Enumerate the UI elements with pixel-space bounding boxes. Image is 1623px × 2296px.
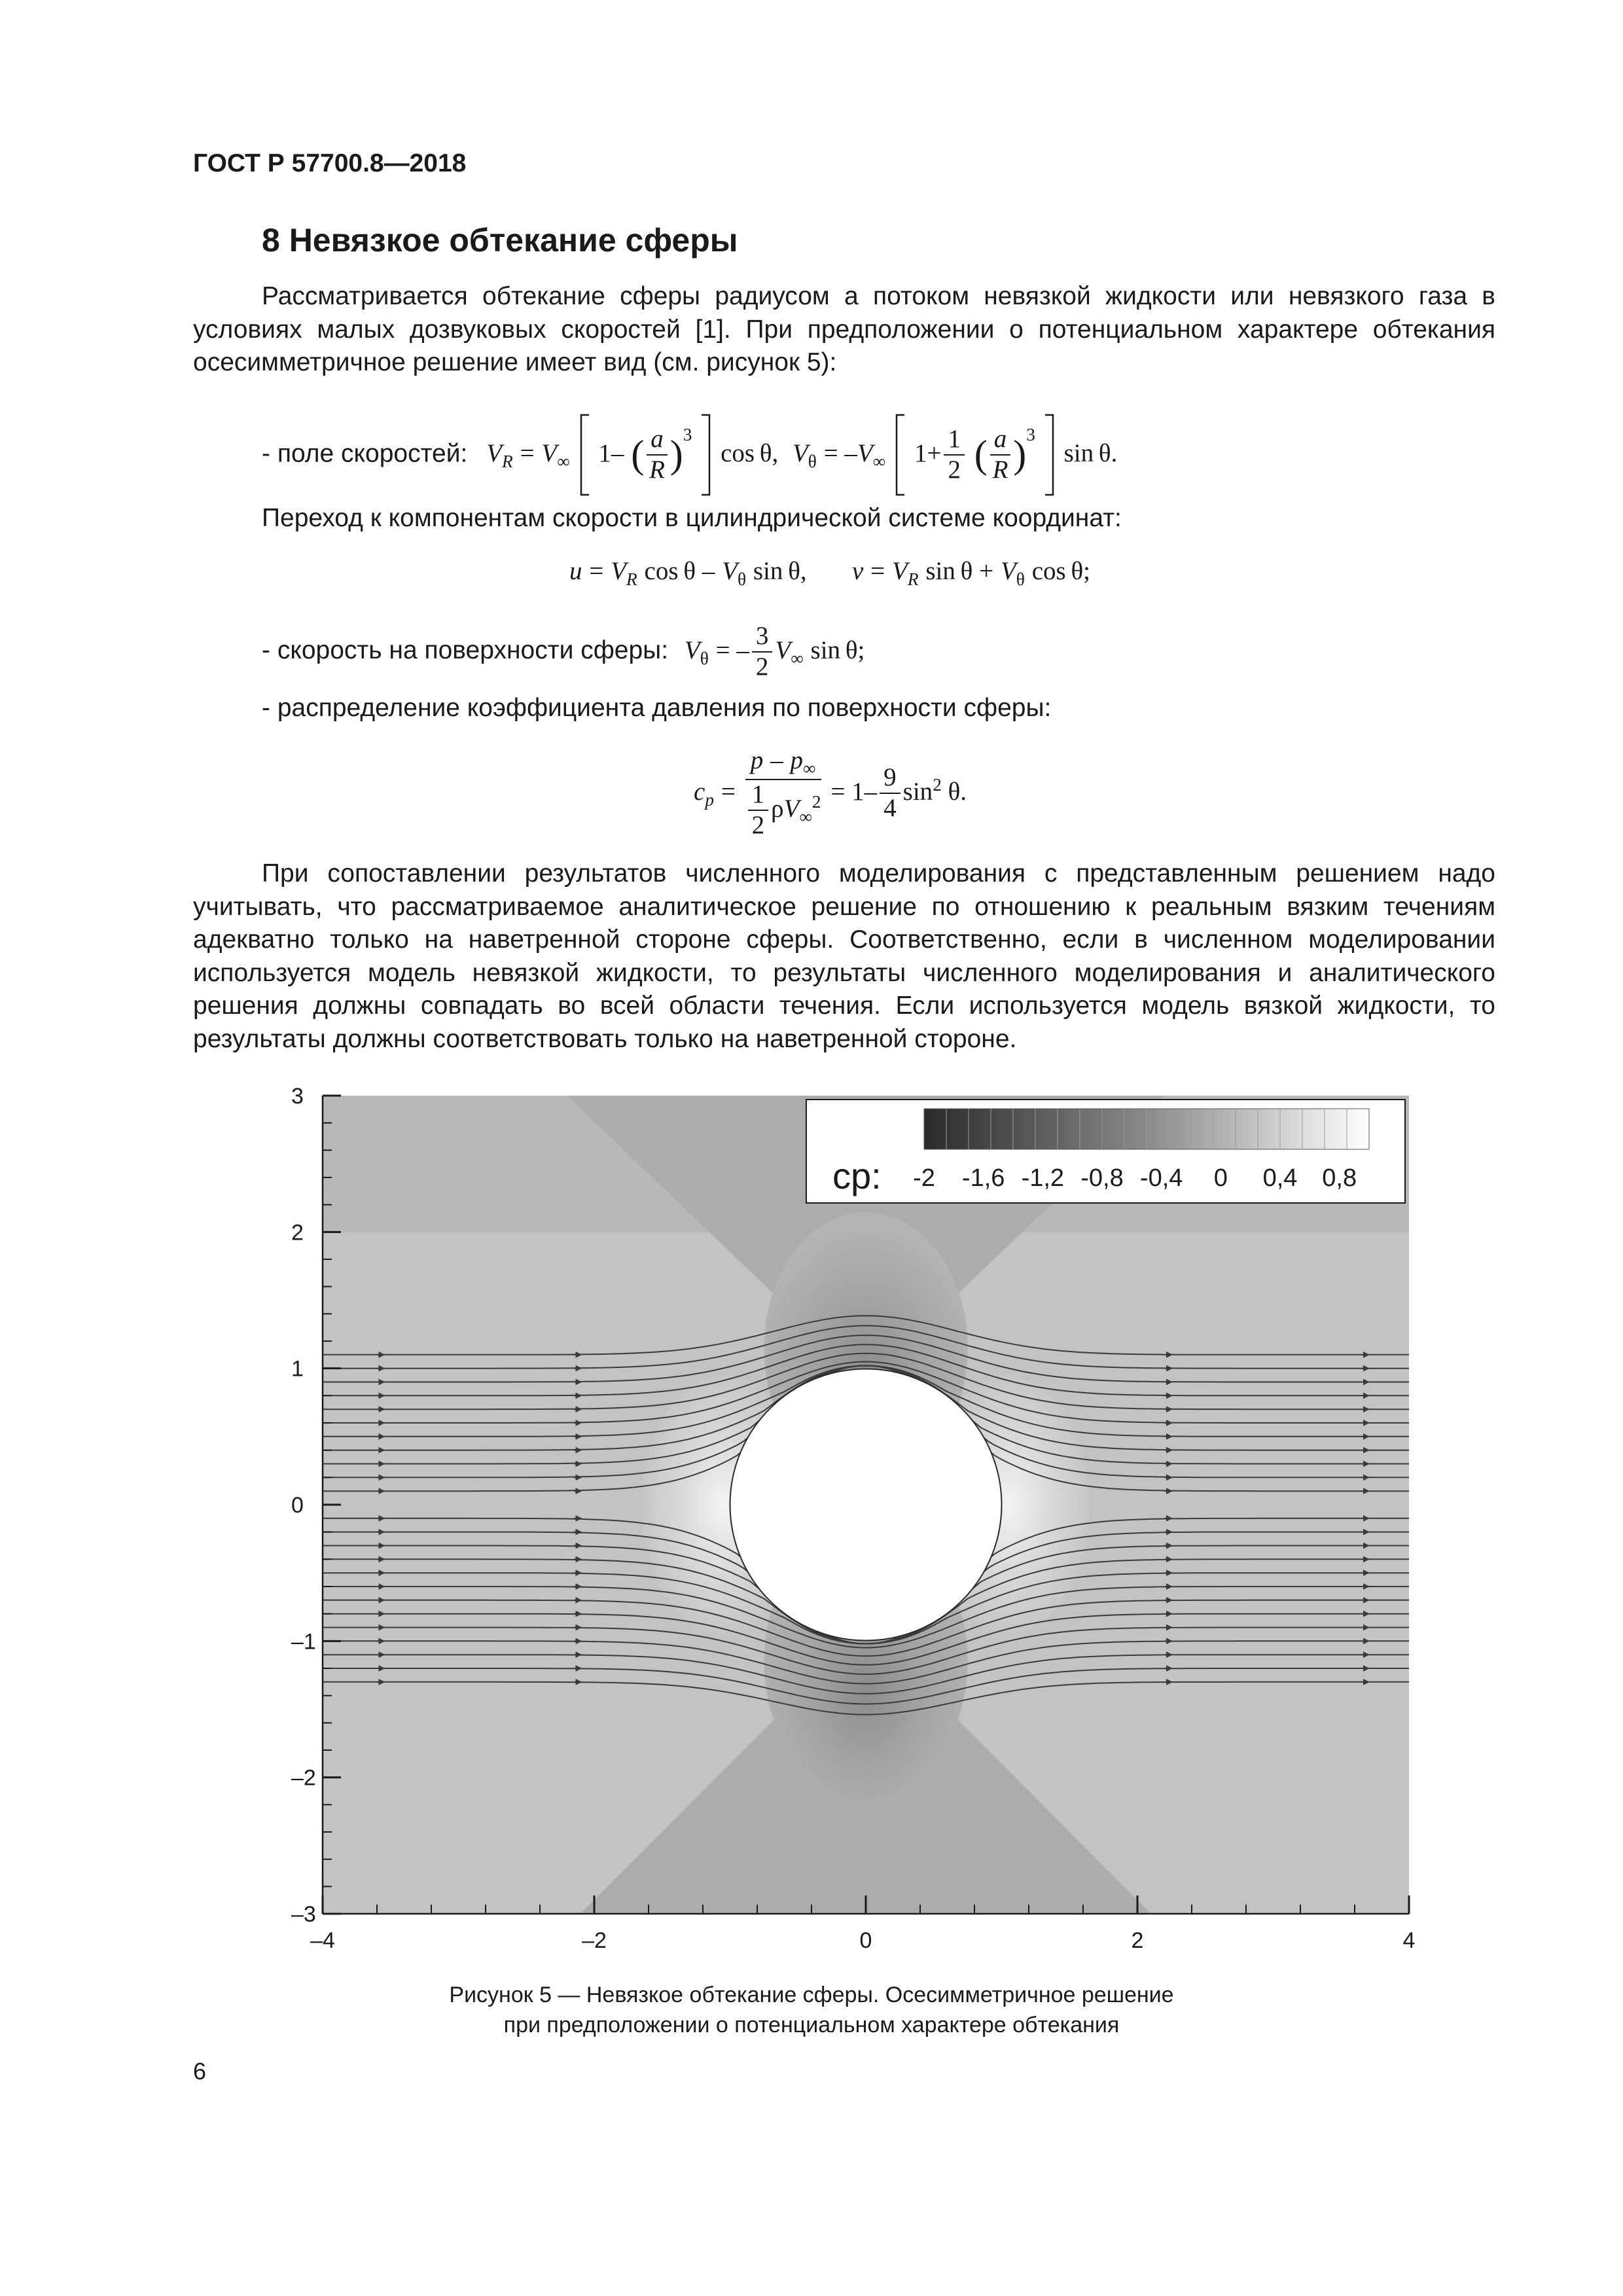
legend-tick-label: 0,4 (1262, 1164, 1298, 1192)
bracket-close-icon (1043, 412, 1057, 497)
figure-caption-line-1: Рисунок 5 — Невязкое обтекание сферы. Осесимметричное решение (449, 1982, 1174, 2007)
legend-tick-label: 0 (1213, 1164, 1228, 1192)
x-tick-label: 2 (1131, 1928, 1144, 1953)
y-tick-label: –2 (291, 1765, 316, 1791)
intro-paragraph: Рассматривается обтекание сферы радиусом a потоком невязкой жидкости или невязкого газа в условиях малых дозвуковых скоростей [1]. При предположении о потенциальном характере обтекания осесимметричное решение имеет вид (см. рисунок 5): (193, 282, 1495, 376)
pressure-distribution-label: - распределение коэффициента давления по поверхности сферы: (262, 694, 1052, 722)
velocity-field-line (262, 412, 1117, 497)
legend-tick-label: -0,4 (1139, 1164, 1183, 1192)
page-number: 6 (193, 2058, 207, 2085)
y-tick-label: 0 (291, 1493, 304, 1518)
legend-tick-label: -2 (913, 1164, 935, 1192)
figure-5-flow-plot (193, 1080, 1436, 1970)
velocity-field-label: - поле скоростей: (262, 439, 468, 468)
figure-caption-line-2: при предположении о потенциальном характере обтекания (503, 2013, 1120, 2037)
surface-velocity-label: - скорость на поверхности сферы: (262, 636, 669, 665)
bracket-open-icon (577, 412, 592, 497)
surface-velocity-formula: $V_\theta$ = – $\frac{3}{2}$ $V_\infty$ sin θ; (684, 622, 865, 681)
legend-label: cp: (832, 1155, 882, 1196)
figure-caption (0, 1980, 1623, 2040)
velocity-field-formula: $V_R = V_\infty$ 1– ( $\frac{a}{R}$ )$^3$ cos θ, $V_\theta = -V_\infty$ 1+ $\frac{1}{2}$ ( $\frac{a}{R}$ )$^3$ sin θ. (486, 439, 1117, 467)
legend-tick-label: -1,2 (1021, 1164, 1065, 1192)
x-tick-label: 4 (1402, 1928, 1416, 1953)
document-header: ГОСТ Р 57700.8—2018 (193, 149, 467, 177)
legend-box (806, 1100, 1405, 1203)
bracket-close-icon (699, 412, 713, 497)
x-tick-label: 0 (859, 1928, 872, 1953)
y-tick-label: –1 (291, 1629, 316, 1655)
legend-tick-label: -1,6 (961, 1164, 1005, 1192)
cylindrical-components-formula: $u = V_R$ cos θ – $V_\theta$ sin θ, $v = V_R$ $\sin \theta + V_\theta$ cos θ; (569, 557, 1090, 589)
bracket-open-icon (893, 412, 907, 497)
x-tick-label: –4 (310, 1928, 335, 1953)
sphere (730, 1369, 1002, 1641)
transition-text: Переход к компонентам скорости в цилиндрической системе координат: (262, 504, 1122, 532)
section-title: 8 Невязкое обтекание сферы (262, 222, 738, 259)
y-tick-label: 3 (291, 1084, 304, 1109)
surface-velocity-line (262, 622, 865, 682)
comparison-paragraph: При сопоставлении результатов численного моделирования с представленным решением надо учитывать, что рассматриваемое аналитическое решение по отношению к реальным вязким течениям адекватно только на наветренной стороне сферы. Соответственно, если в численном моделировании используется модель невязкой жидкости, то результаты численного моделирования и аналитического решения должны совпадать во всей области течения. Если используется модель вязкой жидкости, то результаты должны соответствовать только на наветренной стороне. (193, 859, 1495, 1053)
y-tick-label: 1 (291, 1356, 304, 1382)
pressure-coefficient-formula: $c_p$ = p – $p_\infty$ $\frac{1}{2}$ $\rho V_\infty^2$ = 1– $\frac{9}{4}$ $\sin^2 \theta$. (694, 746, 967, 840)
legend-tick-label: 0,8 (1322, 1164, 1357, 1192)
y-tick-label: 2 (291, 1220, 304, 1246)
legend-tick-label: -0,8 (1080, 1164, 1124, 1192)
y-tick-label: –3 (291, 1902, 316, 1927)
x-tick-label: –2 (582, 1928, 607, 1953)
